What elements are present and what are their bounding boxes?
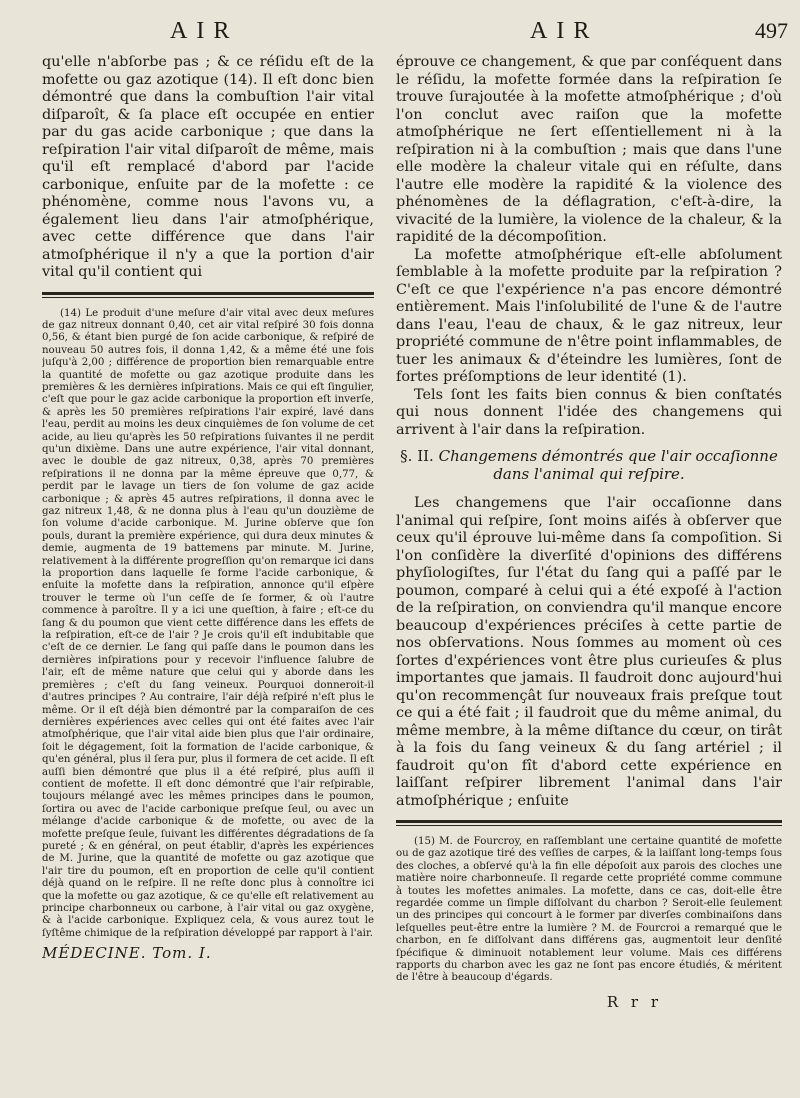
right-paragraph-3: Tels ſont les faits bien connus & bien conſtatés qui nous donnent l'idée des changemens qui arrivent à l'air dans la reſpiration. [396,386,782,438]
right-paragraph-2: La mofette atmoſphérique eſt-elle abſolument ſemblable à la mofette produite par la reſpiration ? C'eſt ce que l'expérience n'a pas encore démontré entièrement. Mais l'inſolubilité de l'une & de l'autre dans l'eau, l'eau de chaux, & le gaz nitreux, leur propriété commune de n'être point inflammables, de tuer les animaux & d'éteindre les lumières, ſont de fortes préſomptions de leur identité (1). [396,246,782,385]
running-header [0,18,800,50]
right-column [396,54,782,1094]
signature-mark: MÉDECINE. Tom. I. [42,944,212,963]
section-title-text: Changemens démontrés que l'air occaſionne dans l'animal qui reſpire. [438,447,778,483]
left-column [42,54,374,1094]
footnote-14: (14) Le produit d'une meſure d'air vital avec deux meſures de gaz nitreux donnant 0,40, cet air vital reſpiré 30 fois donna 0,56, & étant bien purgé de ſon acide carbonique, & reſpiré de nouveau 50 autres fois, il donna 1,42, & a même été une fois juſqu'à 2,00 ; différence de proportion bien remarquable entre la quantité de mofette ou gaz azotique produite dans les premières & les dernières inſpirations. Mais ce qui eſt ſingulier, c'eſt que pour le gaz acide carbonique la proportion eſt inverſe, & après les 50 premières reſpirations l'air expiré, lavé dans l'eau, perdit au moins les deux cinquièmes de ſon volume de cet acide, au lieu qu'après les 50 reſpirations ſuivantes il ne perdit qu'un dixième. Dans une autre expérience, l'air vital donnant, avec le double de gaz nitreux, 0,38, après 70 premières reſpirations il ne donna par la même épreuve que 0,77, & perdit par le lavage un tiers de ſon volume de gaz acide carbonique ; & après 45 autres reſpirations, il donna avec le gaz nitreux 1,48, & ne donna plus à l'eau qu'un douzième de ſon volume d'acide carbonique. M. Jurine obſerve que ſon pouls, durant la première expérience, qui dura deux minutes & demie, augmenta de 19 battemens par minute. M. Jurine, relativement à la différente progreſſion qu'on remarque ici dans la proportion dans laquelle ſe forme l'acide carbonique, & enſuite la mofette dans la reſpiration, annonce qu'il eſpère trouver le terme où l'un ceſſe de ſe former, & où l'autre commence à paroître. Il y a ici une queſtion, à faire ; eſt-ce du ſang & du poumon que vient cette différence dans les effets de la reſpiration, eſt-ce de l'air ? Je crois qu'il eſt indubitable que c'eſt de ce dernier. Le ſang qui paſſe dans le poumon dans les dernières inſpirations pour y recevoir l'influence ſalubre de l'air, eſt de même nature que celui qui y aborde dans les premières ; c'eſt du ſang veineux. Pourquoi donneroit-il d'autres principes ? Au contraire, l'air déjà reſpiré n'eſt plus le même. Or il eſt déjà bien démontré par la comparaiſon de ces dernières expériences avec celles qui ont été faites avec l'air atmoſphérique, que l'air vital aide bien plus que l'air ordinaire, ſoit le dégagement, ſoit la formation de l'acide carbonique, & qu'en général, plus il ſera pur, plus il formera de cet acide. Il eſt auſſi bien démontré que plus il a été reſpiré, plus auſſi il contient de mofette. Il eſt donc démontré que l'air reſpirable, toujours mélangé avec les mêmes principes dans le poumon, ſortira ou avec de l'acide carbonique preſque ſeul, ou avec un mélange d'acide carbonique & de mofette, ou avec de la mofette preſque ſeule, ſuivant les différentes dégradations de ſa pureté ; & en général, on peut établir, d'après les expériences de M. Jurine, que la quantité de mofette ou gaz azotique que l'air tire du poumon, eſt en proportion de celle qu'il contient déjà quand on le reſpire. Il ne reſte donc plus à connoître ici que la mofette ou gaz azotique, & ce qu'elle eſt relativement au principe charbonneux ou carbone, à l'air vital ou gaz oxygène, & à l'acide carbonique. Expliquez cela, & vous aurez tout le ſyſtême chimique de la reſpiration développé par rapport à l'air. [42,307,374,939]
running-head-right: AIR [530,18,599,44]
footnote-15: (15) M. de Fourcroy, en raſſemblant une certaine quantité de mofette ou de gaz azotique tiré des veſſies de carpes, & la laiſſant long-temps ſous des cloches, a obſervé qu'à la fin elle dépoſoit aux parois des cloches une matière noire charbonneuſe. Il regarde cette propriété comme commune à toutes les mofettes animales. La mofette, dans ce cas, doit-elle être regardée comme un ſimple diſſolvant du charbon ? Seroit-elle ſeulement un des principes qui concourt à le former par diverſes combinaiſons dans leſquelles peut-être entre la lumière ? M. de Fourcroi a remarqué que le charbon, en ſe diſſolvant dans différens gas, augmentoit leur denſité ſpécifique & diminuoit notablement leur volume. Mais ces différens rapports du charbon avec les gaz ne ſont pas encore étudiés, & méritent de l'être à beaucoup d'égards. [396,836,782,984]
footnote-rule-right [396,820,782,823]
section-number: §. II. [400,447,434,465]
left-body-paragraph: qu'elle n'abſorbe pas ; & ce réſidu eſt de la mofette ou gaz azotique (14). Il eſt donc bien démontré que dans la combuſtion l'air vital diſparoît, & ſa place eſt occupée en entier par du gas acide carbonique ; que dans la reſpiration l'air vital diſparoît de même, mais qu'il eſt remplacé d'abord par l'acide carbonique, enſuite par de la mofette : ce phénomène, comme nous l'avons vu, a également lieu dans l'air atmoſphérique, avec cette différence que dans l'air atmoſphérique il n'y a que la portion d'air vital qu'il contient qui [42,54,374,280]
section-heading [396,447,782,483]
right-paragraph-4: Les changemens que l'air occaſionne dans l'animal qui reſpire, ſont moins aiſés à obſerver que ceux qu'il éprouve lui-même dans ſa compoſition. Si l'on conſidère la diverſité d'opinions des différens phyſiologiſtes, ſur l'état du ſang qui a paſſé par le poumon, comparé à celui qui a été expoſé à l'action de la reſpiration, on conviendra qu'il manque encore beaucoup d'expériences préciſes à cette partie de nos obſervations. Nous ſommes au moment où ces ſortes d'expériences vont être plus curieuſes & plus importantes que jamais. Il faudroit donc aujourd'hui qu'on recommençât ſur nouveaux frais preſque tout ce qui a été fait ; il faudroit que du même animal, du même membre, à la même diſtance du cœur, on tirât à la fois du ſang veineux & du ſang artériel ; il faudroit qu'on fît d'abord cette expérience en laiſſant reſpirer librement l'animal dans l'air atmoſphérique ; enſuite [396,495,782,809]
signature-mark-right: R r r [606,992,662,1011]
footnote-rule-right-thin [396,825,782,826]
running-head-left: AIR [170,18,239,44]
page-number: 497 [755,18,788,43]
footnote-rule [42,292,374,295]
footnote-rule-thin [42,297,374,298]
right-paragraph-1: éprouve ce changement, & que par conſéquent dans le réſidu, la mofette formée dans la reſpiration ſe trouve ſurajoutée à la mofette atmoſphérique ; d'où l'on conclut avec raiſon que la mofette atmoſphérique ne ſert eſſentiellement ni à la reſpiration ni à la combuſtion ; mais que dans l'une elle modère la chaleur vitale qui en réſulte, dans l'autre elle modère la rapidité & la violence des phénomènes de la déflagration, c'eſt-à-dire, la vivacité de la lumière, la violence de la chaleur, & la rapidité de la décompoſition. [396,54,782,245]
